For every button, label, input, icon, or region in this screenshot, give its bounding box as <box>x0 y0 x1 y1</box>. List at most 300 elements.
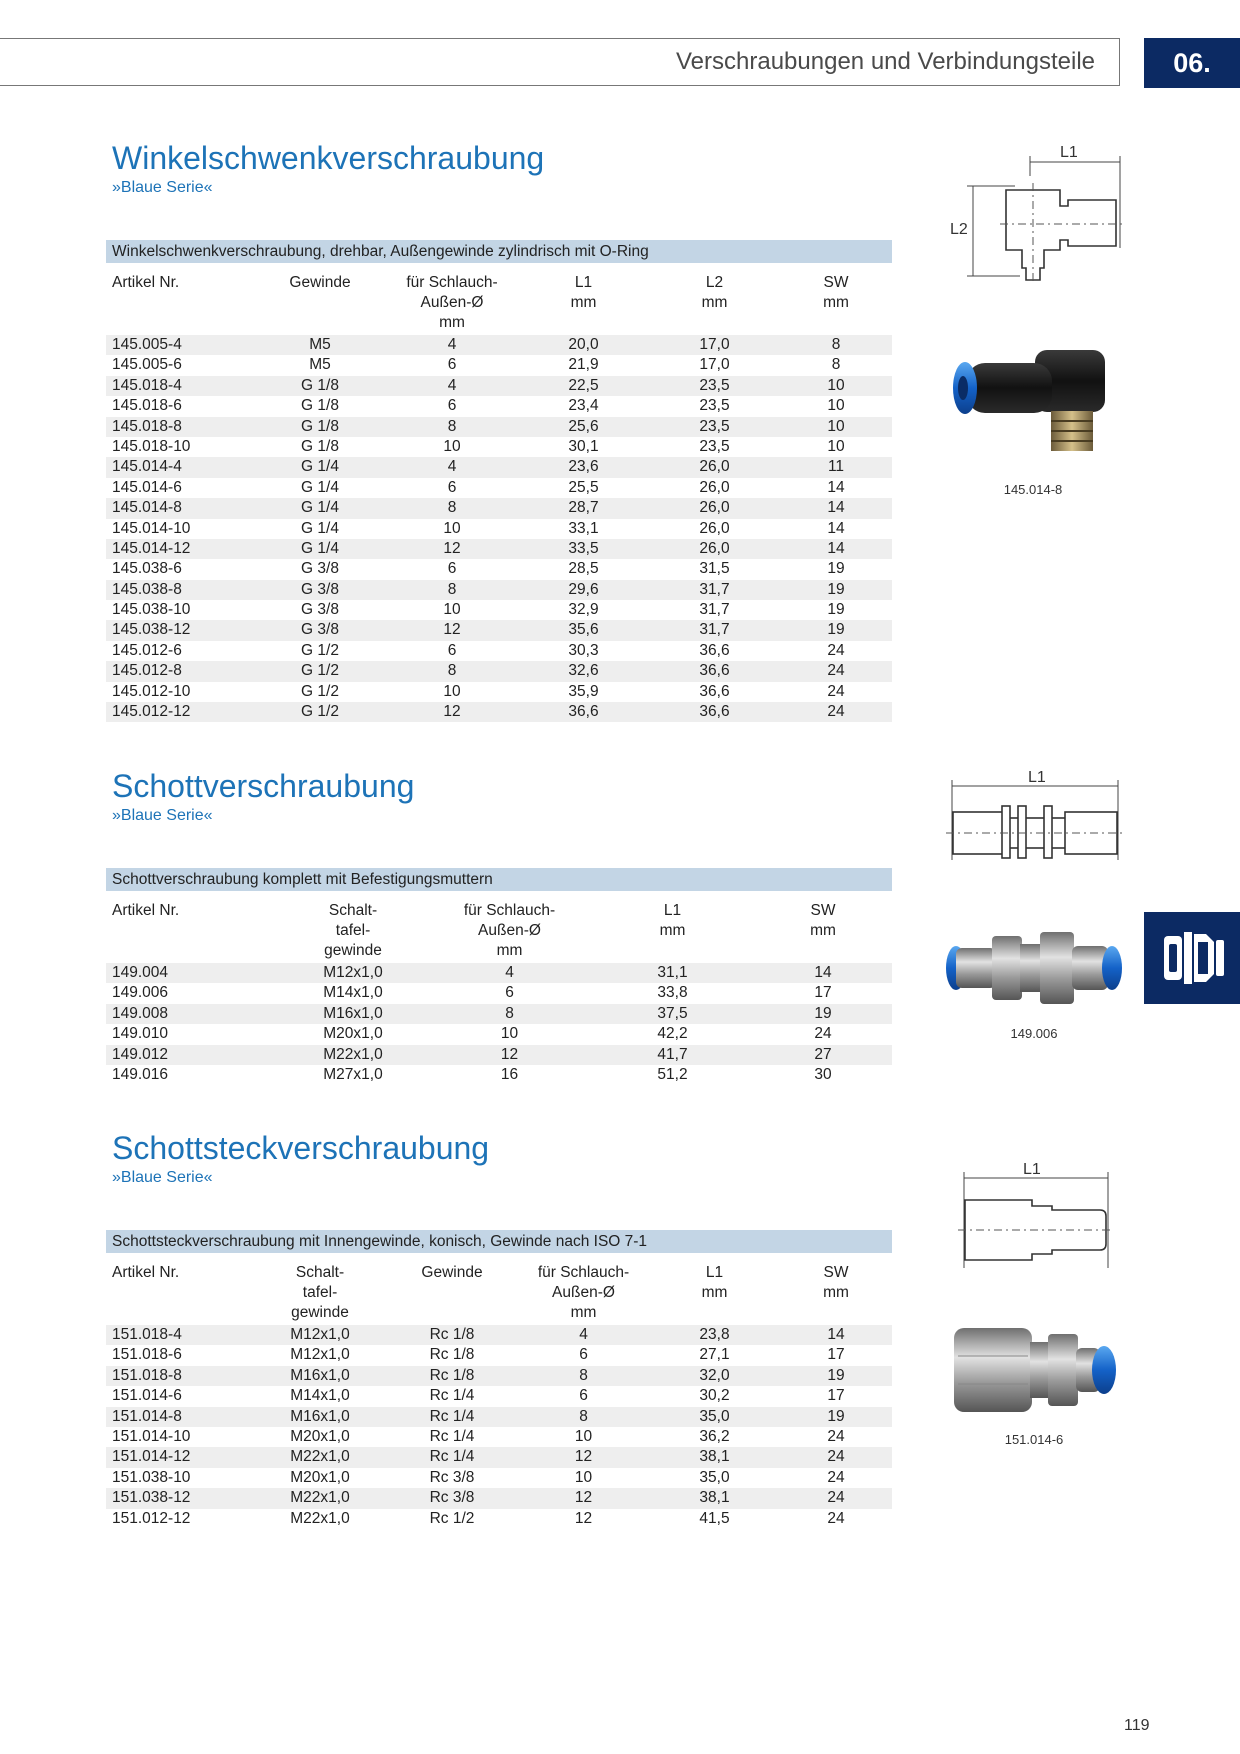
table-cell: M5 <box>309 336 331 353</box>
table-row <box>106 1004 892 1024</box>
table-row <box>106 580 892 600</box>
table-row <box>106 1468 892 1488</box>
table-cell: G 1/4 <box>301 499 339 517</box>
table-row <box>106 417 892 437</box>
product-table <box>106 868 892 1085</box>
section-title: Schottverschraubung <box>112 768 415 804</box>
table-cell: 31,7 <box>699 621 730 639</box>
table-cell: G 1/8 <box>301 376 339 394</box>
table-cell: 17 <box>827 1346 845 1364</box>
article-number-cell: 149.010 <box>112 1025 169 1043</box>
column-header <box>428 901 591 961</box>
table-row <box>106 1509 892 1529</box>
table-cell: M12x1,0 <box>290 1346 350 1364</box>
table-cell: 8 <box>831 356 841 374</box>
fitting-icon <box>1144 912 1240 1004</box>
header-line: mm <box>810 922 836 939</box>
table-cell: 51,2 <box>657 1065 688 1083</box>
column-header <box>649 1263 780 1323</box>
table-cell: 8 <box>447 499 457 517</box>
table-cell: 10 <box>827 376 845 394</box>
table-caption: Winkelschwenkverschraubung, drehbar, Außengewinde zylindrisch mit O-Ring <box>106 240 892 263</box>
table-cell: 19 <box>827 580 845 598</box>
article-number-cell: 151.014-8 <box>112 1407 182 1425</box>
table-cell: M20x1,0 <box>323 1025 383 1043</box>
table-cell: 8 <box>831 336 841 353</box>
table-cell: Rc 1/8 <box>429 1326 475 1343</box>
dimension-label-l2: L2 <box>950 221 968 238</box>
table-cell: 31,1 <box>657 964 688 981</box>
article-number-cell: 145.014-6 <box>112 478 182 496</box>
table-cell: 17,0 <box>699 336 730 353</box>
image-caption: 149.006 <box>1010 1026 1058 1041</box>
table-cell: 24 <box>827 1448 845 1466</box>
table-cell: 4 <box>505 964 514 981</box>
table-cell: 20,0 <box>568 336 599 353</box>
table-cell: 17,0 <box>699 356 730 374</box>
article-number-cell: 151.012-12 <box>112 1509 191 1527</box>
table-cell: 41,7 <box>657 1045 688 1063</box>
table-cell: 14 <box>827 519 845 537</box>
table-cell: 36,6 <box>699 641 730 659</box>
table-cell: 24 <box>827 1468 845 1486</box>
table-cell: 33,8 <box>657 984 688 1002</box>
article-number-cell: 145.038-10 <box>112 601 191 619</box>
article-number-cell: 145.012-6 <box>112 641 182 659</box>
table-cell: 31,5 <box>699 560 730 578</box>
table-cell: 36,6 <box>699 682 730 700</box>
header-line: tafel- <box>335 922 371 939</box>
table-cell: 35,0 <box>699 1468 730 1486</box>
article-number-cell: 145.038-8 <box>112 580 182 598</box>
article-number-cell: 145.014-10 <box>112 519 191 537</box>
table-cell: 24 <box>827 1489 845 1507</box>
header-line: mm <box>570 1304 597 1321</box>
table-cell: G 3/8 <box>301 560 339 578</box>
column-header <box>386 273 518 333</box>
table-cell: Rc 1/4 <box>429 1448 475 1466</box>
table-cell: 14 <box>827 499 845 517</box>
header-line: Artikel Nr. <box>112 902 180 919</box>
table-cell: 24 <box>827 1509 845 1527</box>
header-line: Schalt- <box>295 1264 345 1281</box>
table-cell: G 1/4 <box>301 539 339 557</box>
article-number-cell: 145.038-6 <box>112 560 182 578</box>
table-cell: 19 <box>827 560 845 578</box>
table-cell: 14 <box>827 1326 845 1343</box>
table-cell: 33,1 <box>568 519 599 537</box>
table-cell: 12 <box>500 1045 519 1063</box>
table-row <box>106 702 892 722</box>
product-table <box>106 1230 892 1529</box>
table-cell: G 1/2 <box>301 662 339 680</box>
section-subtitle: »Blaue Serie« <box>112 1169 213 1186</box>
table-cell: 23,5 <box>699 376 730 394</box>
table-cell: 29,6 <box>568 580 599 598</box>
article-number-cell: 145.018-4 <box>112 376 182 394</box>
article-number-cell: 149.008 <box>112 1004 169 1022</box>
table-cell: 23,8 <box>699 1326 730 1343</box>
table-row <box>106 355 892 375</box>
table-cell: 32,0 <box>699 1366 730 1384</box>
table-cell: M20x1,0 <box>290 1468 350 1486</box>
table-cell: 14 <box>827 478 845 496</box>
article-number-cell: 149.016 <box>112 1065 169 1083</box>
chapter-badge: 06. <box>1144 38 1240 88</box>
article-number-cell: 145.014-12 <box>112 539 191 557</box>
table-cell: 4 <box>579 1326 588 1343</box>
article-number-cell: 151.018-4 <box>112 1326 182 1343</box>
table-cell: 24 <box>827 641 845 659</box>
article-number-cell: 151.038-12 <box>112 1489 191 1507</box>
table-cell: 11 <box>827 458 845 476</box>
column-header <box>106 901 278 961</box>
technical-drawing-bulkhead <box>940 768 1130 868</box>
table-row <box>106 376 892 396</box>
header-line: für Schlauch- <box>463 902 556 919</box>
table-row <box>106 1325 892 1345</box>
table-cell: G 1/2 <box>301 703 339 721</box>
table-cell: 26,0 <box>699 499 730 517</box>
table-cell: Rc 1/4 <box>429 1387 475 1405</box>
table-row <box>106 1407 892 1427</box>
table-cell: 36,6 <box>568 703 599 721</box>
column-header <box>106 273 254 333</box>
product-photo-bulkhead-female <box>950 1320 1125 1420</box>
article-number-cell: 145.018-10 <box>112 437 191 455</box>
table-row <box>106 1427 892 1447</box>
article-number-cell: 145.014-8 <box>112 499 182 517</box>
table-cell: 36,6 <box>699 703 730 721</box>
table-cell: 31,7 <box>699 601 730 619</box>
table-cell: G 1/4 <box>301 519 339 537</box>
column-header <box>278 901 428 961</box>
table-cell: 10 <box>443 437 461 455</box>
table-cell: 30,2 <box>699 1387 730 1405</box>
table-row <box>106 682 892 702</box>
table-row <box>106 1345 892 1365</box>
table-cell: 8 <box>447 580 457 598</box>
header-line: tafel- <box>302 1284 338 1301</box>
article-number-cell: 151.038-10 <box>112 1468 191 1486</box>
section-title: Winkelschwenkverschraubung <box>112 140 545 176</box>
table-cell: 23,6 <box>568 458 599 476</box>
table-cell: 14 <box>827 539 845 557</box>
table-cell: Rc 1/4 <box>429 1407 475 1425</box>
article-number-cell: 151.018-6 <box>112 1346 182 1364</box>
table-cell: 6 <box>447 478 457 496</box>
article-number-cell: 145.012-8 <box>112 662 182 680</box>
table-row <box>106 1447 892 1467</box>
table-cell: 6 <box>447 641 457 659</box>
table-cell: 4 <box>447 458 457 476</box>
table-row <box>106 519 892 539</box>
header-title: Verschraubungen und Verbindungsteile <box>676 48 1095 75</box>
column-header <box>780 1263 892 1323</box>
table-cell: 24 <box>827 682 845 700</box>
table-cell: 12 <box>443 539 461 557</box>
column-header <box>780 273 892 333</box>
table-cell: 21,9 <box>568 356 599 374</box>
table-cell: 8 <box>579 1366 588 1384</box>
table-cell: 35,9 <box>568 682 599 700</box>
table-row <box>106 559 892 579</box>
table-cell: M16x1,0 <box>290 1366 350 1384</box>
table-cell: 31,7 <box>699 580 730 598</box>
table-cell: 38,1 <box>699 1489 730 1507</box>
table-row <box>106 1488 892 1508</box>
table-cell: G 1/4 <box>301 458 339 476</box>
header-line: SW <box>823 274 849 291</box>
table-cell: G 1/8 <box>301 397 339 415</box>
table-cell: 6 <box>447 356 457 374</box>
header-line: Artikel Nr. <box>112 1264 180 1281</box>
table-cell: G 1/2 <box>301 682 339 700</box>
table-cell: 8 <box>579 1407 588 1425</box>
header-line: mm <box>496 942 523 959</box>
table-cell: 10 <box>574 1468 593 1486</box>
table-cell: 33,5 <box>568 539 599 557</box>
header-line: mm <box>701 1284 728 1301</box>
table-cell: G 1/8 <box>301 417 339 435</box>
table-cell: 25,5 <box>568 478 599 496</box>
table-row <box>106 478 892 498</box>
table-cell: 8 <box>447 662 457 680</box>
table-cell: 35,6 <box>568 621 599 639</box>
column-header <box>591 901 754 961</box>
article-number-cell: 145.012-10 <box>112 682 191 700</box>
table-cell: M27x1,0 <box>323 1065 383 1083</box>
column-header <box>254 273 386 333</box>
table-row <box>106 661 892 681</box>
dimension-label-l1: L1 <box>1028 769 1046 786</box>
table-cell: 14 <box>814 964 832 981</box>
table-row <box>106 437 892 457</box>
table-cell: M14x1,0 <box>323 984 383 1002</box>
table-cell: 10 <box>443 682 461 700</box>
header-line: mm <box>439 314 465 331</box>
table-cell: 10 <box>574 1427 593 1445</box>
column-header <box>106 1263 254 1323</box>
table-cell: 35,0 <box>699 1407 730 1425</box>
page-number: 119 <box>1124 1717 1150 1734</box>
table-row <box>106 1045 892 1065</box>
table-row <box>106 1024 892 1044</box>
header-line: für Schlauch- <box>537 1264 630 1281</box>
header-line: mm <box>823 294 849 311</box>
table-cell: M5 <box>309 356 331 374</box>
product-photo-bulkhead <box>940 922 1130 1012</box>
table-cell: 41,5 <box>699 1509 730 1527</box>
table-cell: 6 <box>447 560 457 578</box>
section-title: Schottsteckverschraubung <box>112 1130 490 1166</box>
table-row <box>106 983 892 1003</box>
table-row <box>106 620 892 640</box>
dimension-label-l1: L1 <box>1023 1161 1041 1178</box>
header-line: SW <box>823 1264 849 1281</box>
table-cell: 19 <box>814 1004 832 1022</box>
table-cell: 26,0 <box>699 539 730 557</box>
table-cell: 6 <box>447 397 457 415</box>
article-number-cell: 145.018-6 <box>112 397 182 415</box>
column-header <box>254 1263 386 1323</box>
table-cell: 42,2 <box>657 1025 688 1043</box>
chapter-side-tab <box>1144 912 1240 1004</box>
image-caption: 145.014-8 <box>1003 482 1063 497</box>
table-cell: 32,6 <box>568 662 599 680</box>
table-cell: 23,5 <box>699 437 730 455</box>
image-caption: 151.014-6 <box>1004 1432 1064 1447</box>
table-cell: 10 <box>827 437 845 455</box>
column-header <box>386 1263 518 1323</box>
table-cell: 23,4 <box>568 397 599 415</box>
table-cell: 12 <box>574 1448 593 1466</box>
table-cell: Rc 1/2 <box>429 1509 475 1527</box>
header-line: L1 <box>705 1264 724 1281</box>
article-number-cell: 145.012-12 <box>112 703 191 721</box>
table-cell: 6 <box>505 984 514 1002</box>
header-line: gewinde <box>291 1304 349 1321</box>
dimension-label-l1: L1 <box>1060 144 1078 161</box>
table-cell: M22x1,0 <box>290 1448 350 1466</box>
table-cell: G 1/4 <box>301 478 339 496</box>
table-cell: Rc 1/4 <box>429 1427 475 1445</box>
table-cell: 32,9 <box>568 601 599 619</box>
section-subtitle: »Blaue Serie« <box>112 807 213 824</box>
table-cell: M22x1,0 <box>290 1509 350 1527</box>
table-cell: 12 <box>574 1489 593 1507</box>
table-row <box>106 963 892 983</box>
table-row <box>106 641 892 661</box>
table-cell: 17 <box>827 1387 845 1405</box>
table-cell: 25,6 <box>568 417 599 435</box>
product-photo-angle <box>945 345 1120 475</box>
article-number-cell: 145.014-4 <box>112 458 182 476</box>
table-row <box>106 335 892 355</box>
table-cell: 4 <box>447 376 457 394</box>
table-cell: 30,1 <box>568 437 599 455</box>
table-cell: G 3/8 <box>301 580 339 598</box>
table-cell: Rc 1/8 <box>429 1346 475 1364</box>
table-cell: 19 <box>827 601 845 619</box>
table-cell: 19 <box>827 1407 845 1425</box>
header-line: L1 <box>574 274 593 291</box>
header-line: mm <box>823 1284 849 1301</box>
table-cell: 12 <box>443 703 461 721</box>
table-row <box>106 1366 892 1386</box>
header-line: Artikel Nr. <box>112 274 180 291</box>
table-cell: 26,0 <box>699 519 730 537</box>
header-line: SW <box>810 902 836 919</box>
table-cell: M16x1,0 <box>323 1004 383 1022</box>
header-line: Schalt- <box>328 902 378 919</box>
table-cell: M22x1,0 <box>323 1045 383 1063</box>
table-cell: M20x1,0 <box>290 1427 350 1445</box>
article-number-cell: 151.018-8 <box>112 1366 182 1384</box>
table-cell: 6 <box>579 1346 588 1364</box>
article-number-cell: 151.014-6 <box>112 1387 182 1405</box>
table-caption: Schottsteckverschraubung mit Innengewinde, konisch, Gewinde nach ISO 7-1 <box>106 1230 892 1253</box>
article-number-cell: 145.005-4 <box>112 336 182 353</box>
table-cell: 24 <box>814 1025 832 1043</box>
article-number-cell: 151.014-10 <box>112 1427 191 1445</box>
table-header <box>106 263 892 335</box>
table-cell: 37,5 <box>657 1004 688 1022</box>
article-number-cell: 145.038-12 <box>112 621 191 639</box>
technical-drawing-angle <box>940 138 1140 288</box>
header-line: Außen-Ø <box>478 922 541 939</box>
header-line: L1 <box>663 902 682 919</box>
product-table <box>106 240 892 722</box>
table-cell: 8 <box>505 1004 514 1022</box>
table-cell: 10 <box>827 397 845 415</box>
table-cell: 30 <box>814 1065 832 1083</box>
header-line: L2 <box>705 274 724 291</box>
table-row <box>106 600 892 620</box>
header-line: für Schlauch- <box>406 274 498 291</box>
table-cell: 10 <box>827 417 845 435</box>
table-row <box>106 498 892 518</box>
table-cell: Rc 3/8 <box>429 1489 475 1507</box>
article-number-cell: 149.006 <box>112 984 169 1002</box>
table-cell: 24 <box>827 703 845 721</box>
table-cell: 38,1 <box>699 1448 730 1466</box>
column-header <box>518 273 649 333</box>
table-row <box>106 457 892 477</box>
article-number-cell: 145.005-6 <box>112 356 182 374</box>
section-subtitle: »Blaue Serie« <box>112 179 213 196</box>
table-caption: Schottverschraubung komplett mit Befestigungsmuttern <box>106 868 892 891</box>
table-cell: 22,5 <box>568 376 599 394</box>
table-cell: 36,2 <box>699 1427 730 1445</box>
header-line: Gewinde <box>289 274 351 291</box>
header-line: gewinde <box>324 942 382 959</box>
table-cell: 19 <box>827 621 845 639</box>
table-cell: G 1/8 <box>301 437 339 455</box>
header-line: mm <box>701 294 728 311</box>
table-cell: 30,3 <box>568 641 599 659</box>
table-cell: 6 <box>579 1387 588 1405</box>
table-cell: 24 <box>827 1427 845 1445</box>
column-header <box>518 1263 649 1323</box>
table-cell: 10 <box>443 519 461 537</box>
table-row <box>106 1065 892 1085</box>
technical-drawing-bulkhead-female <box>950 1158 1120 1278</box>
article-number-cell: 149.004 <box>112 964 169 981</box>
table-header <box>106 1253 892 1325</box>
table-cell: M12x1,0 <box>290 1326 350 1343</box>
table-cell: M16x1,0 <box>290 1407 350 1425</box>
table-cell: 8 <box>447 417 457 435</box>
table-cell: 27,1 <box>699 1346 730 1364</box>
header-line: mm <box>659 922 686 939</box>
header-line: Außen-Ø <box>552 1284 615 1301</box>
table-cell: Rc 1/8 <box>429 1366 475 1384</box>
table-row <box>106 396 892 416</box>
table-row <box>106 1386 892 1406</box>
table-row <box>106 539 892 559</box>
article-number-cell: 151.014-12 <box>112 1448 191 1466</box>
column-header <box>649 273 780 333</box>
table-header <box>106 891 892 963</box>
table-cell: 28,5 <box>568 560 599 578</box>
table-cell: M12x1,0 <box>323 964 383 981</box>
header-bar <box>0 38 1120 86</box>
table-cell: 36,6 <box>699 662 730 680</box>
header-line: Außen-Ø <box>420 294 484 311</box>
table-cell: 10 <box>443 601 461 619</box>
table-cell: 19 <box>827 1366 845 1384</box>
